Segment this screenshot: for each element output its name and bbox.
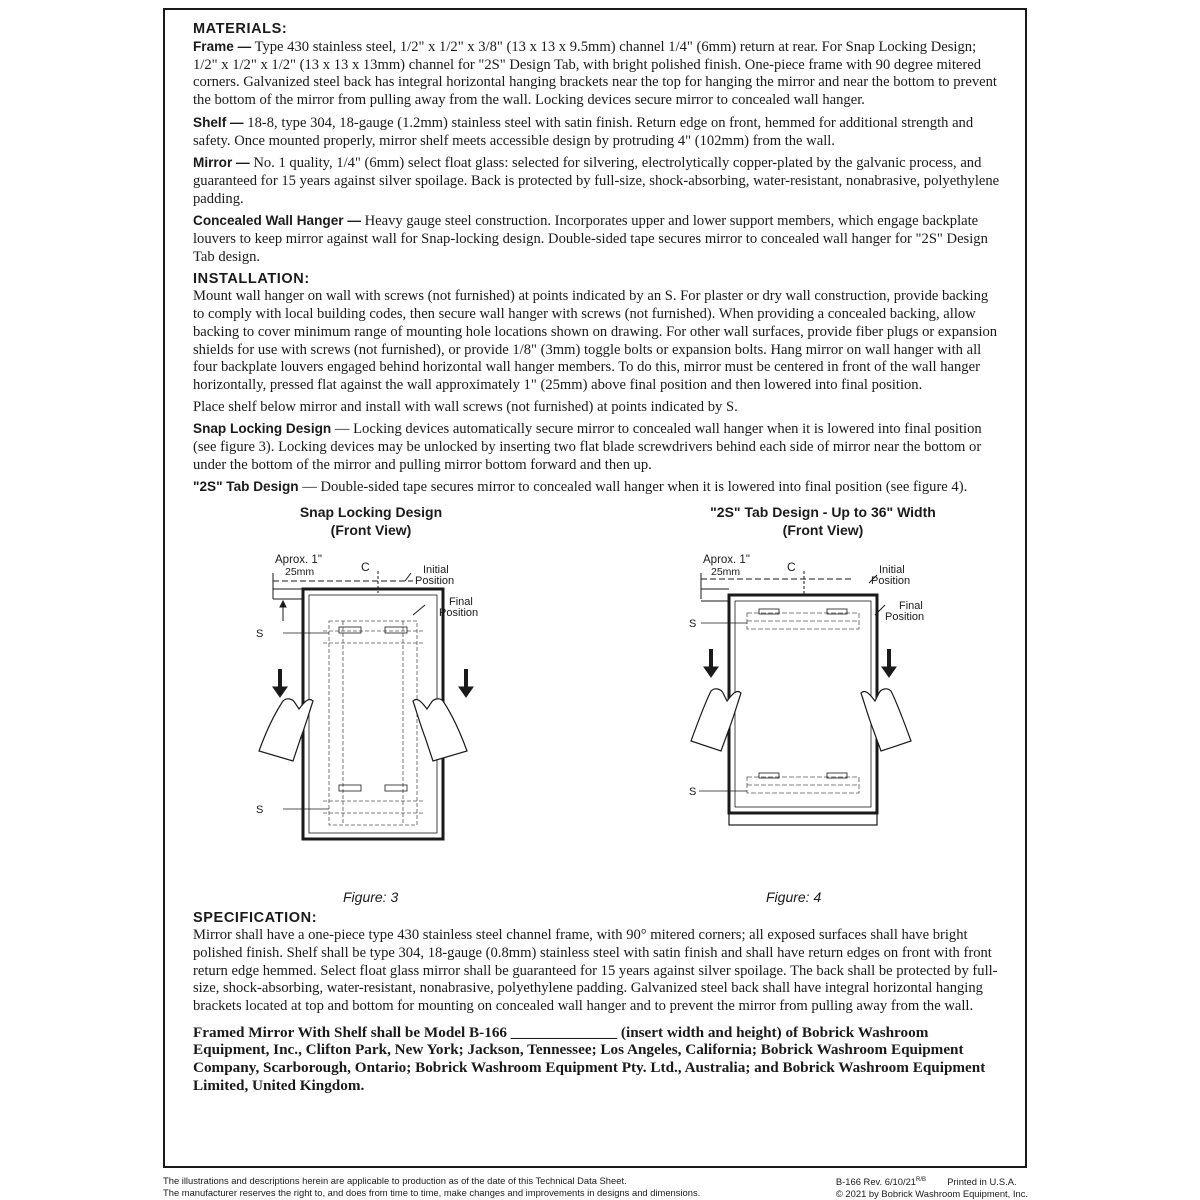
- figure-4-initial-position-label: Position: [871, 575, 911, 588]
- mirror-label: Mirror —: [193, 155, 250, 171]
- frame-label: Frame —: [193, 39, 252, 54]
- figure-3-s-bottom-label: S: [256, 804, 264, 817]
- footer-disclaimer-line2: The manufacturer reserves the right to, and does from time to time, make changes and improvements in designs and dimensions.: [163, 1186, 701, 1198]
- model-specification-paragraph: Framed Mirror With Shelf shall be Model B-166 ______________ (insert width and height) of Bobrick Washroom Equipment, Inc., Clifton Park, New York; Jackson, Tennessee; Los Angeles, California; Bobrick Washroom Equipment Company, Scarborough, Ontario; Bobrick Washroom Equipment Pty. Ltd., Australia; and Bobrick Washroom Equipment Limited, United Kingdom.: [193, 1023, 986, 1094]
- mirror-text: No. 1 quality, 1/4" (6mm) select float glass: selected for silvering, electrolytically copper-plated by the galvanic process, and guaranteed for 15 years against silver spoilage. Back is protected by full-size, shock-absorbing, water-resistant, nonabrasive, polyethylene padding.: [193, 155, 1000, 207]
- figure-4-caption: Figure: 4: [766, 889, 822, 906]
- tab-design-paragraph: [193, 478, 1001, 497]
- snap-locking-paragraph: [193, 420, 1001, 474]
- figure-3-drawing: [253, 551, 479, 841]
- specification-heading: SPECIFICATION:: [193, 910, 318, 927]
- snap-locking-text: — Locking devices automatically secure mirror to concealed wall hanger when it is lowered into final position (see figure 3). Locking devices may be unlocked by inserting two flat blade screwdrivers behind each side of mirror near the bottom or under the bottom of the mirror and pulling mirror bottom forward and then up.: [193, 421, 982, 473]
- figure-4-centerline-label: C: [787, 560, 796, 575]
- footer-revision: [836, 1175, 1028, 1199]
- figure-4-title: [673, 503, 973, 539]
- document-body: [193, 20, 1001, 1095]
- installation-paragraph-2: Place shelf below mirror and install with wall screws (not furnished) at points indicated by S.: [193, 398, 738, 415]
- footer-disclaimer-line1: The illustrations and descriptions herein are applicable to production as of the date of this Technical Data Sheet.: [163, 1175, 627, 1186]
- figure-3-title-line2: (Front View): [330, 522, 412, 539]
- figure-3-louvers: [339, 627, 407, 791]
- figure-3-mm-label: 25mm: [285, 566, 315, 579]
- figure-4-hands: [691, 689, 911, 751]
- installation-paragraph-1: Mount wall hanger on wall with screws (not furnished) at points indicated by an S. For plaster or dry wall construction, provide backing to comply with local building codes, then secure wall hanger with screws (not furnished). When providing a concealed backing, allow backing to cover minimum range of mounting hole locations shown on drawing. For other wall surfaces, provide fiber plugs or expansion shields for use with screws (not furnished), or provide 1/8" (3mm) toggle bolts or expansion bolts. Hang mirror on wall hanger with all four backplate louvers engaged behind horizontal wall hanger members. To do this, mirror must be centered in front of the wall hanger horizontally, pressed flat against the wall approximately 1" (25mm) above final position and then lowered into final position.: [193, 288, 998, 393]
- figure-3-final-position-label: Position: [439, 607, 479, 620]
- figure-4-mm-label: 25mm: [711, 566, 741, 579]
- footer-printed: Printed in U.S.A.: [947, 1176, 1017, 1188]
- hanger-paragraph: [193, 212, 1001, 266]
- footer-copyright: © 2021 by Bobrick Washroom Equipment, Inc.: [835, 1187, 1028, 1199]
- frame-text: Type 430 stainless steel, 1/2" x 1/2" x 3/8" (13 x 13 x 9.5mm) channel 1/4" (6mm) return at rear. For Snap Locking Design; 1/2" x 1/2" x 1/2" (13 x 13 x 13mm) channel for "2S" Design Tab, with bright polished finish. One-piece frame with 90 degree mitered corners. Galvanized steel back has integral horizontal hanging brackets near the top for hanging the mirror and near the bottom to prevent the bottom of the mirror from pulling away from the wall. Locking devices secure mirror to concealed wall hanger.: [193, 39, 997, 109]
- specification-paragraph: Mirror shall have a one-piece type 430 stainless steel channel frame, with 90° mitered corners; all exposed surfaces shall have bright polished finish. Shelf shall be type 304, 18-gauge (0.8mm) stainless steel with satin finish and shall have return edges on front with front return edge hemmed. Select float glass mirror shall be guaranteed for 15 years against silver spoilage. The back shall be protected by full-size, shock-absorbing, water-resistant, nonabrasive, polyethylene padding. Galvanized steel back shall have integral horizontal hanging brackets located at top and bottom for mounting on concealed wall hanger and to prevent the mirror from pulling away from the wall.: [193, 927, 998, 1014]
- figure-4-aprox-label: Aprox. 1": [703, 554, 750, 567]
- frame-paragraph: [193, 38, 1001, 110]
- figure-4-shelf: [729, 813, 877, 825]
- figure-4-final-position-label: Position: [885, 611, 925, 624]
- figure-4-mirror-inner: [735, 601, 871, 807]
- figure-3-title-line1: Snap Locking Design: [299, 504, 443, 521]
- figure-4-wall-hanger: [747, 613, 859, 793]
- figure-4-mirror-frame: [729, 595, 877, 813]
- figure-3-s-top-label: S: [256, 628, 264, 641]
- footer-revision-line1: [836, 1175, 1028, 1188]
- figure-4-drawing: [689, 551, 925, 841]
- footer-rev-text: B-166 Rev. 6/10/21: [835, 1176, 917, 1188]
- figure-3-hands: [259, 699, 467, 761]
- figure-3-title: [261, 503, 481, 539]
- figure-4-title-line1: "2S" Tab Design - Up to 36" Width: [710, 504, 936, 521]
- shelf-text: 18-8, type 304, 18-gauge (1.2mm) stainless steel with satin finish. Return edge on front, hemmed for additional strength and safety. Once mounted properly, mirror shelf meets accessible design by protruding 4" (102mm) from the wall.: [193, 114, 974, 149]
- figure-3-final-label: Final: [449, 596, 473, 609]
- figure-4-final-label: Final: [899, 600, 923, 613]
- footer-disclaimer: [163, 1175, 700, 1198]
- hanger-text: Heavy gauge steel construction. Incorporates upper and lower support members, which engage backplate louvers to keep mirror against wall for Snap-locking design. Double-sided tape secures mirror to concealed wall hanger for "2S" Design Tab design.: [193, 213, 988, 265]
- figure-3-dimension-lines: [273, 571, 425, 621]
- figure-4-s-top-label: S: [689, 618, 697, 631]
- figure-3-aprox-label: Aprox. 1": [275, 554, 322, 567]
- hanger-label: Concealed Wall Hanger —: [193, 213, 361, 229]
- figure-3-initial-position-label: Position: [415, 575, 455, 588]
- tab-design-label: "2S" Tab Design: [193, 479, 299, 495]
- shelf-paragraph: [193, 114, 1001, 150]
- figure-4-tabs: [759, 609, 847, 778]
- mirror-paragraph: [193, 154, 1001, 208]
- figure-3-initial-label: Initial: [423, 564, 449, 577]
- shelf-label: Shelf —: [193, 114, 244, 130]
- figures-area: [193, 503, 1001, 909]
- figure-3-caption: Figure: 3: [343, 889, 399, 906]
- figure-4-initial-label: Initial: [879, 564, 905, 577]
- figure-4-down-arrows: [704, 649, 896, 677]
- footer-rev-initials: R/B: [916, 1177, 927, 1183]
- tab-design-text: — Double-sided tape secures mirror to concealed wall hanger when it is lowered into final position (see figure 4).: [302, 479, 968, 496]
- figure-3-wall-hanger: [323, 621, 423, 825]
- snap-locking-label: Snap Locking Design: [193, 421, 332, 437]
- figure-4-title-line2: (Front View): [782, 522, 864, 539]
- figure-3-centerline-label: C: [361, 560, 370, 575]
- figure-4-s-bottom-label: S: [689, 786, 697, 799]
- installation-heading: INSTALLATION:: [193, 271, 310, 288]
- materials-heading: MATERIALS:: [193, 21, 288, 37]
